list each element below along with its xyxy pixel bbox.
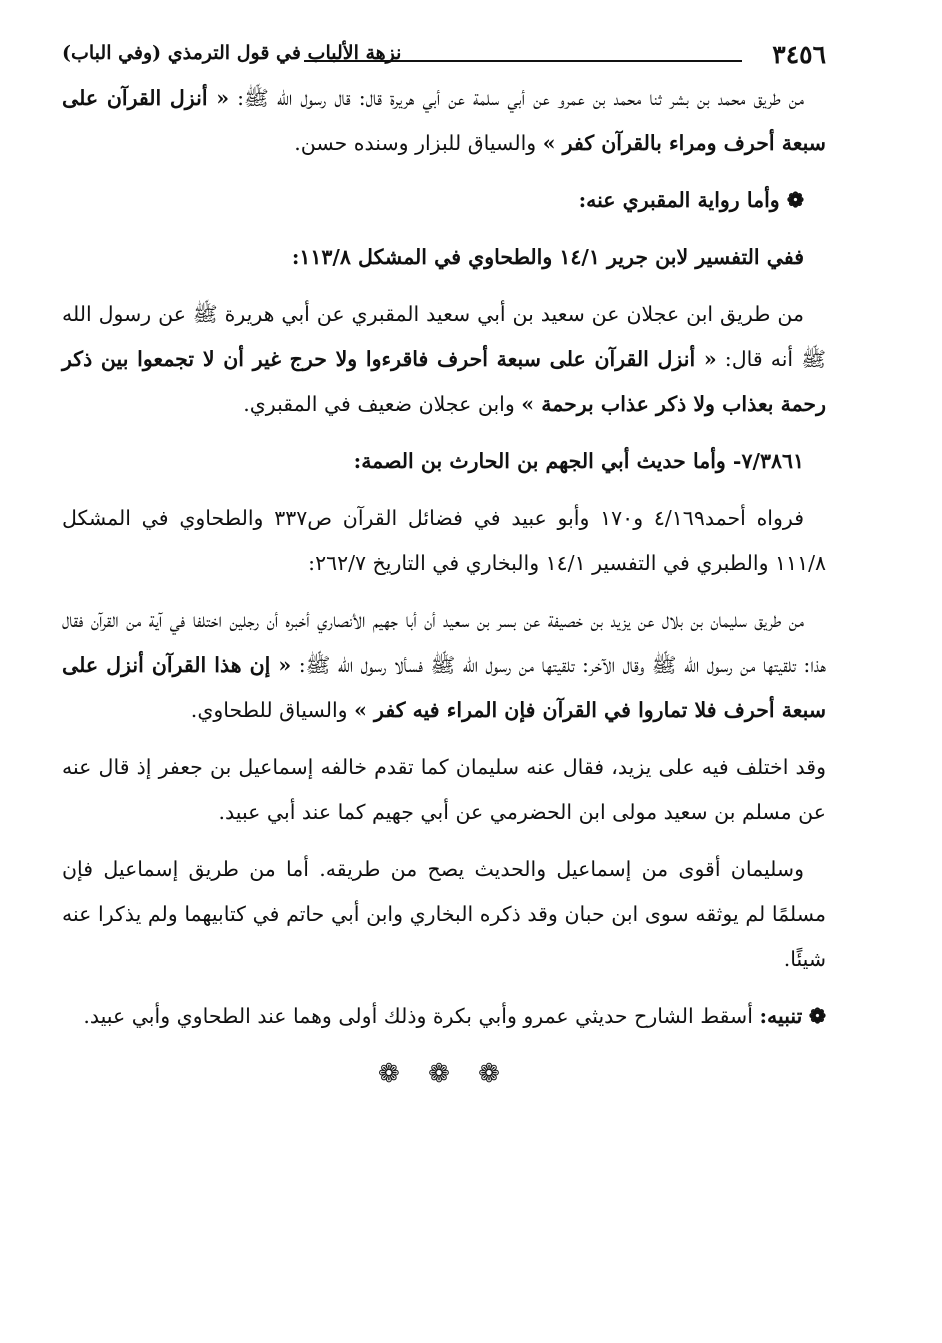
ornament-separator-icon: ❁ ❁ ❁ — [378, 1059, 510, 1089]
note-text: أسقط الشارح حديثي عمرو وأبي بكرة وذلك أولى وهما عند الطحاوي وأبي عبيد. — [83, 1004, 760, 1028]
body-text — [62, 76, 826, 1039]
hadith-quote-2: « أنزل القرآن على سبعة أحرف فاقرءوا ولا حرج غير أن لا تجمعوا بين ذكر رحمة بعذاب ولا ذكر عذاب برحمة » — [62, 347, 826, 416]
section-heading-maqburi — [62, 178, 826, 223]
page — [62, 40, 826, 1089]
note-label: تنبيه: — [759, 1004, 803, 1028]
paragraph-6: وسليمان أقوى من إسماعيل والحديث يصح من طريقه. أما من طريق إسماعيل فإن مسلمًا لم يوثقه سوى ابن حبان وقد ذكره البخاري وابن أبي حاتم في كتابيهما ولم يذكرا عنه شيئًا. — [62, 857, 826, 971]
note-paragraph — [62, 994, 826, 1039]
paragraph-2-end: وابن عجلان ضعيف في المقبري. — [243, 392, 522, 416]
paragraph-1-end: والسياق للبزار وسنده حسن. — [294, 131, 543, 155]
paragraph-3: فرواه أحمد٤/١٦٩ و١٧٠ وأبو عبيد في فضائل القرآن ص٣٣٧ والطحاوي في المشكل ١١١/٨ والطبري في التفسير ١٤/١ والبخاري في التاريخ ٢٦٢/٧: — [62, 506, 826, 575]
page-number: ٣٤٥٦ — [772, 40, 826, 69]
paragraph-2-intro: من طريق ابن عجلان عن سعيد بن أبي سعيد المقبري عن أبي هريرة ﷺ عن رسول الله ﷺ أنه قال: — [62, 302, 826, 371]
hadith-quote-3: « إن هذا القرآن أنزل على سبعة أحرف فلا تماروا في القرآن فإن المراء فيه كفر » — [62, 653, 826, 722]
running-title: نزهة الألباب في قول الترمذي (وفي الباب) — [62, 42, 402, 64]
hadith-quote-1: « أنزل القرآن على سبعة أحرف ومراء بالقرآن كفر » — [62, 86, 826, 155]
flower-bullet-icon: ❁ — [808, 1004, 826, 1028]
paragraph-1-intro: من طريق محمد بن بشر ثنا محمد بن عمرو عن أبي سلمة عن أبي هريرة قال: قال رسول الله ﷺ: — [229, 86, 804, 110]
source-line-tafsir: ففي التفسير لابن جرير ١٤/١ والطحاوي في المشكل ١١٣/٨: — [291, 245, 804, 269]
paragraph-5: وقد اختلف فيه على يزيد، فقال عنه سليمان كما تقدم خالفه إسماعيل بن جعفر إذ قال عنه عن مسلم بن سعيد مولى ابن الحضرمي عن أبي جهيم كما عند أبي عبيد. — [62, 755, 826, 824]
paragraph-1 — [62, 76, 826, 166]
section-heading-text: وأما رواية المقبري عنه: — [578, 188, 780, 212]
paragraph-4-end: والسياق للطحاوي. — [190, 698, 355, 722]
paragraph-4-intro: من طريق سليمان بن بلال عن يزيد بن خصيفة عن بسر بن سعيد أن أبا جهيم الأنصاري أخبره أن رجلين اختلفا في آية من القرآن فقال هذا: تلقيتها من رسول الله ﷺ وقال الآخر: تلقيتها من رسول الله ﷺ فسألا رسول الله ﷺ: — [62, 608, 826, 677]
hadith-heading-abi-jahm: ٧/٣٨٦١- وأما حديث أبي الجهم بن الحارث بن الصمة: — [353, 449, 804, 473]
paragraph-4 — [62, 598, 826, 733]
flower-bullet-icon: ❁ — [786, 188, 804, 212]
page-header — [62, 40, 826, 76]
paragraph-2 — [62, 292, 826, 427]
